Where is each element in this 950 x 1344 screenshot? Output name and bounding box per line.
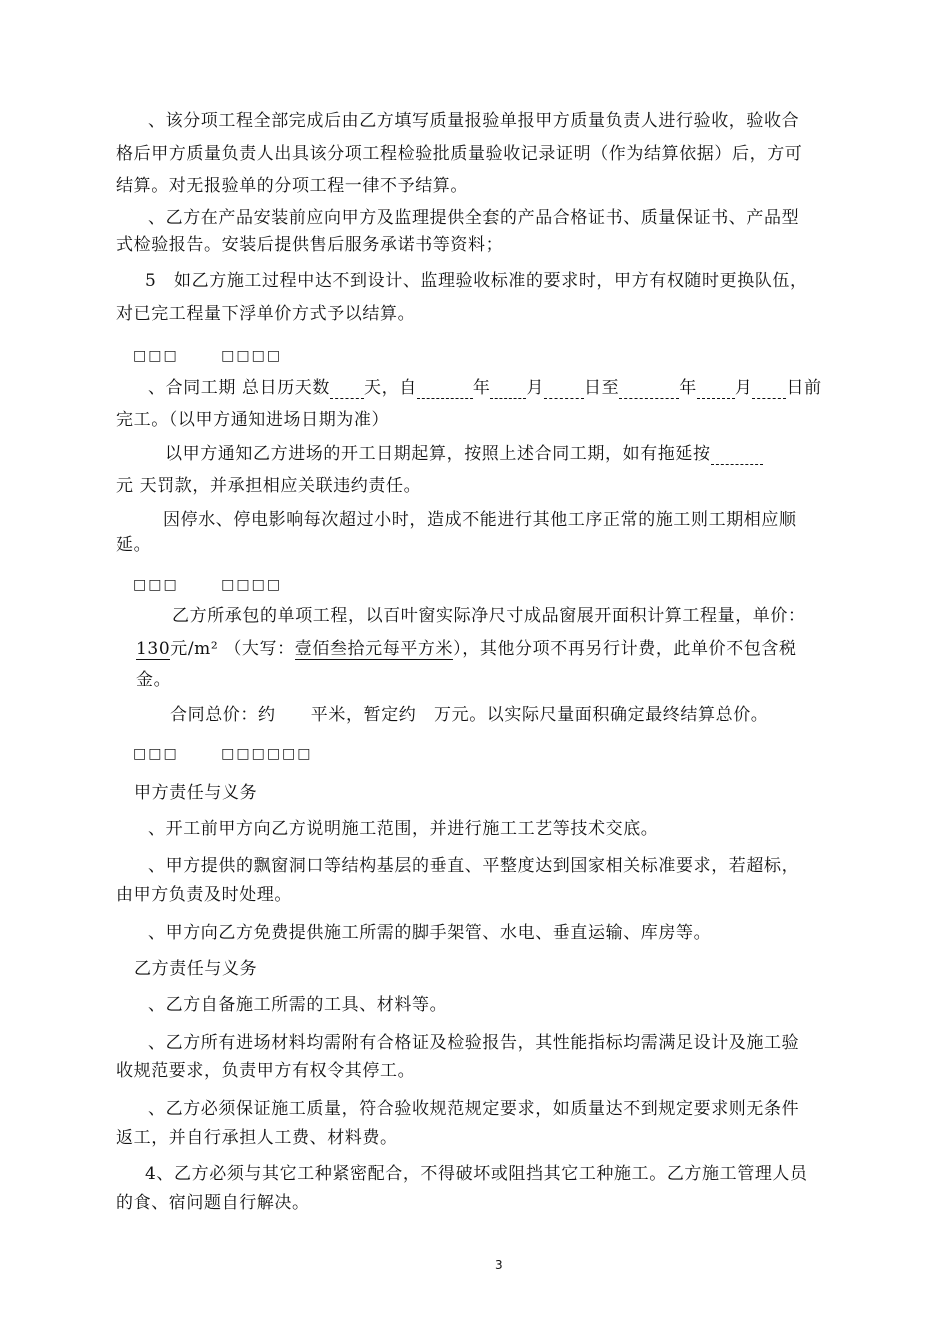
start-year-blank [417, 380, 473, 399]
page-number: 3 [495, 1258, 503, 1272]
start-year-label: 年 [472, 378, 491, 398]
section-title: □□□□□□ [221, 746, 313, 762]
paragraph-line: 的食、宿问题自行解决。 [116, 1193, 310, 1213]
delay-text: 以甲方通知乙方进场的开工日期起算，按照上述合同工期，如有拖延按 [165, 444, 711, 464]
section-title: □□□□ [221, 348, 283, 364]
section-heading [133, 745, 313, 763]
paragraph-line: 对已完工程量下浮单价方式予以结算。 [116, 304, 416, 324]
paragraph-line: 、开工前甲方向乙方说明施工范围，并进行施工工艺等技术交底。 [148, 819, 659, 839]
start-day-blank [544, 380, 584, 399]
paragraph-line: 合同总价：约 平米，暂定约 万元。以实际尺量面积确定最终结算总价。 [170, 705, 769, 725]
paragraph-line: 结算。对无报验单的分项工程一律不予结算。 [116, 176, 468, 196]
paragraph-line: 由甲方负责及时处理。 [116, 885, 292, 905]
period-label: 、合同工期 总日历天数 [148, 378, 331, 398]
paragraph-line: 5 如乙方施工过程中达不到设计、监理验收标准的要求时，甲方有权随时更换队伍， [145, 271, 808, 291]
subheading-party-a: 甲方责任与义务 [134, 783, 258, 803]
paragraph-line: 、该分项工程全部完成后由乙方填写质量报验单报甲方质量负责人进行验收，验收合 [148, 111, 800, 131]
paragraph-line: 、乙方必须保证施工质量，符合验收规范规定要求，如质量达不到规定要求则无条件 [148, 1099, 800, 1119]
paragraph-line: 、乙方在产品安装前应向甲方及监理提供全套的产品合格证书、质量保证书、产品型 [148, 208, 800, 228]
section-title: □□□□ [221, 577, 283, 593]
paragraph-line: 完工。（以甲方通知进场日期为准） [116, 410, 390, 430]
subheading-party-b: 乙方责任与义务 [134, 959, 258, 979]
paragraph-line: 金。 [136, 670, 172, 690]
end-year-label: 年 [679, 378, 697, 398]
paragraph-line: 、乙方所有进场材料均需附有合格证及检验报告，其性能指标均需满足设计及施工验 [148, 1033, 800, 1053]
paragraph-line: 式检验报告。安装后提供售后服务承诺书等资料； [116, 235, 504, 255]
unit-price-unit: 元/m² （大写： [170, 639, 295, 659]
paragraph-line: 、甲方向乙方免费提供施工所需的脚手架管、水电、垂直运输、库房等。 [148, 923, 712, 943]
unit-price-words: 壹佰叁拾元每平方米 [294, 639, 454, 659]
end-year-blank [619, 380, 679, 399]
paragraph-line: 收规范要求，负责甲方有权令其停工。 [116, 1061, 416, 1081]
days-unit: 天，自 [364, 378, 417, 398]
end-day-label: 日前 [786, 378, 822, 398]
paragraph-line: 延。 [116, 535, 152, 555]
paragraph-line: 乙方所承包的单项工程，以百叶窗实际净尺寸成品窗展开面积计算工程量，单价： [172, 606, 806, 626]
section-heading [133, 347, 282, 365]
paragraph-line [165, 443, 763, 465]
start-day-label: 日至 [584, 378, 620, 398]
paragraph-line: 、乙方自备施工所需的工具、材料等。 [148, 995, 448, 1015]
end-month-label: 月 [734, 378, 753, 398]
section-number: □□□ [133, 746, 179, 762]
section-heading [133, 576, 282, 594]
paragraph-line: 元 天罚款，并承担相应关联违约责任。 [116, 476, 422, 496]
section-number: □□□ [133, 577, 179, 593]
unit-price-value: 130 [136, 639, 171, 659]
penalty-blank [711, 446, 763, 465]
unit-price-note: ），其他分项不再另行计费，此单价不包含税 [453, 639, 797, 659]
paragraph-line: 格后甲方质量负责人出具该分项工程检验批质量验收记录证明（作为结算依据）后，方可 [116, 144, 803, 164]
paragraph-line: 、甲方提供的飘窗洞口等结构基层的垂直、平整度达到国家相关标准要求，若超标， [148, 856, 800, 876]
paragraph-line: 4、乙方必须与其它工种紧密配合，不得破坏或阻挡其它工种施工。乙方施工管理人员 [145, 1164, 808, 1184]
paragraph-line: 返工，并自行承担人工费、材料费。 [116, 1128, 398, 1148]
section-number: □□□ [133, 348, 179, 364]
unit-price-line [136, 638, 797, 660]
start-month-blank [490, 380, 526, 399]
start-month-label: 月 [526, 378, 545, 398]
days-blank [330, 380, 364, 399]
paragraph-line: 因停水、停电影响每次超过小时，造成不能进行其他工序正常的施工则工期相应顺 [163, 510, 797, 530]
contract-period-line [148, 377, 822, 399]
end-month-blank [697, 380, 735, 399]
end-day-blank [752, 380, 786, 399]
